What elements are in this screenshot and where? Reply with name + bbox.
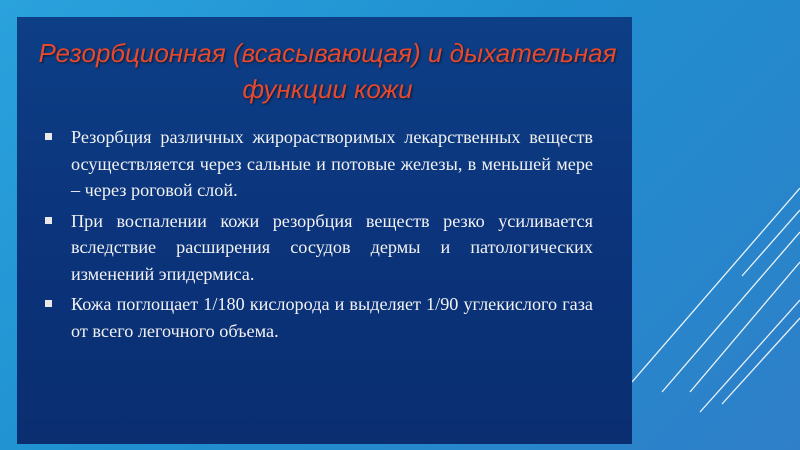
list-item xyxy=(45,124,593,204)
bullet-text: Кожа поглощает 1/180 кислорода и выделяет 1/90 углекислого газа от всего легочного объема. xyxy=(71,294,593,341)
square-bullet-icon xyxy=(45,133,52,140)
square-bullet-icon xyxy=(45,300,52,307)
bullet-list xyxy=(45,124,593,348)
square-bullet-icon xyxy=(45,217,52,224)
slide-title: Резорбционная (всасывающая) и дыхательная функции кожи xyxy=(38,38,617,104)
list-item xyxy=(45,208,593,288)
slide-panel xyxy=(17,17,632,444)
bullet-text: При воспалении кожи резорбция веществ резко усиливается вследствие расширения сосудов дермы и патологических изменений эпидермиса. xyxy=(71,210,593,284)
bullet-text: Резорбция различных жирорастворимых лекарственных веществ осуществляется через сальные и потовые железы, в меньшей мере – через роговой слой. xyxy=(71,127,593,200)
list-item xyxy=(45,291,593,344)
